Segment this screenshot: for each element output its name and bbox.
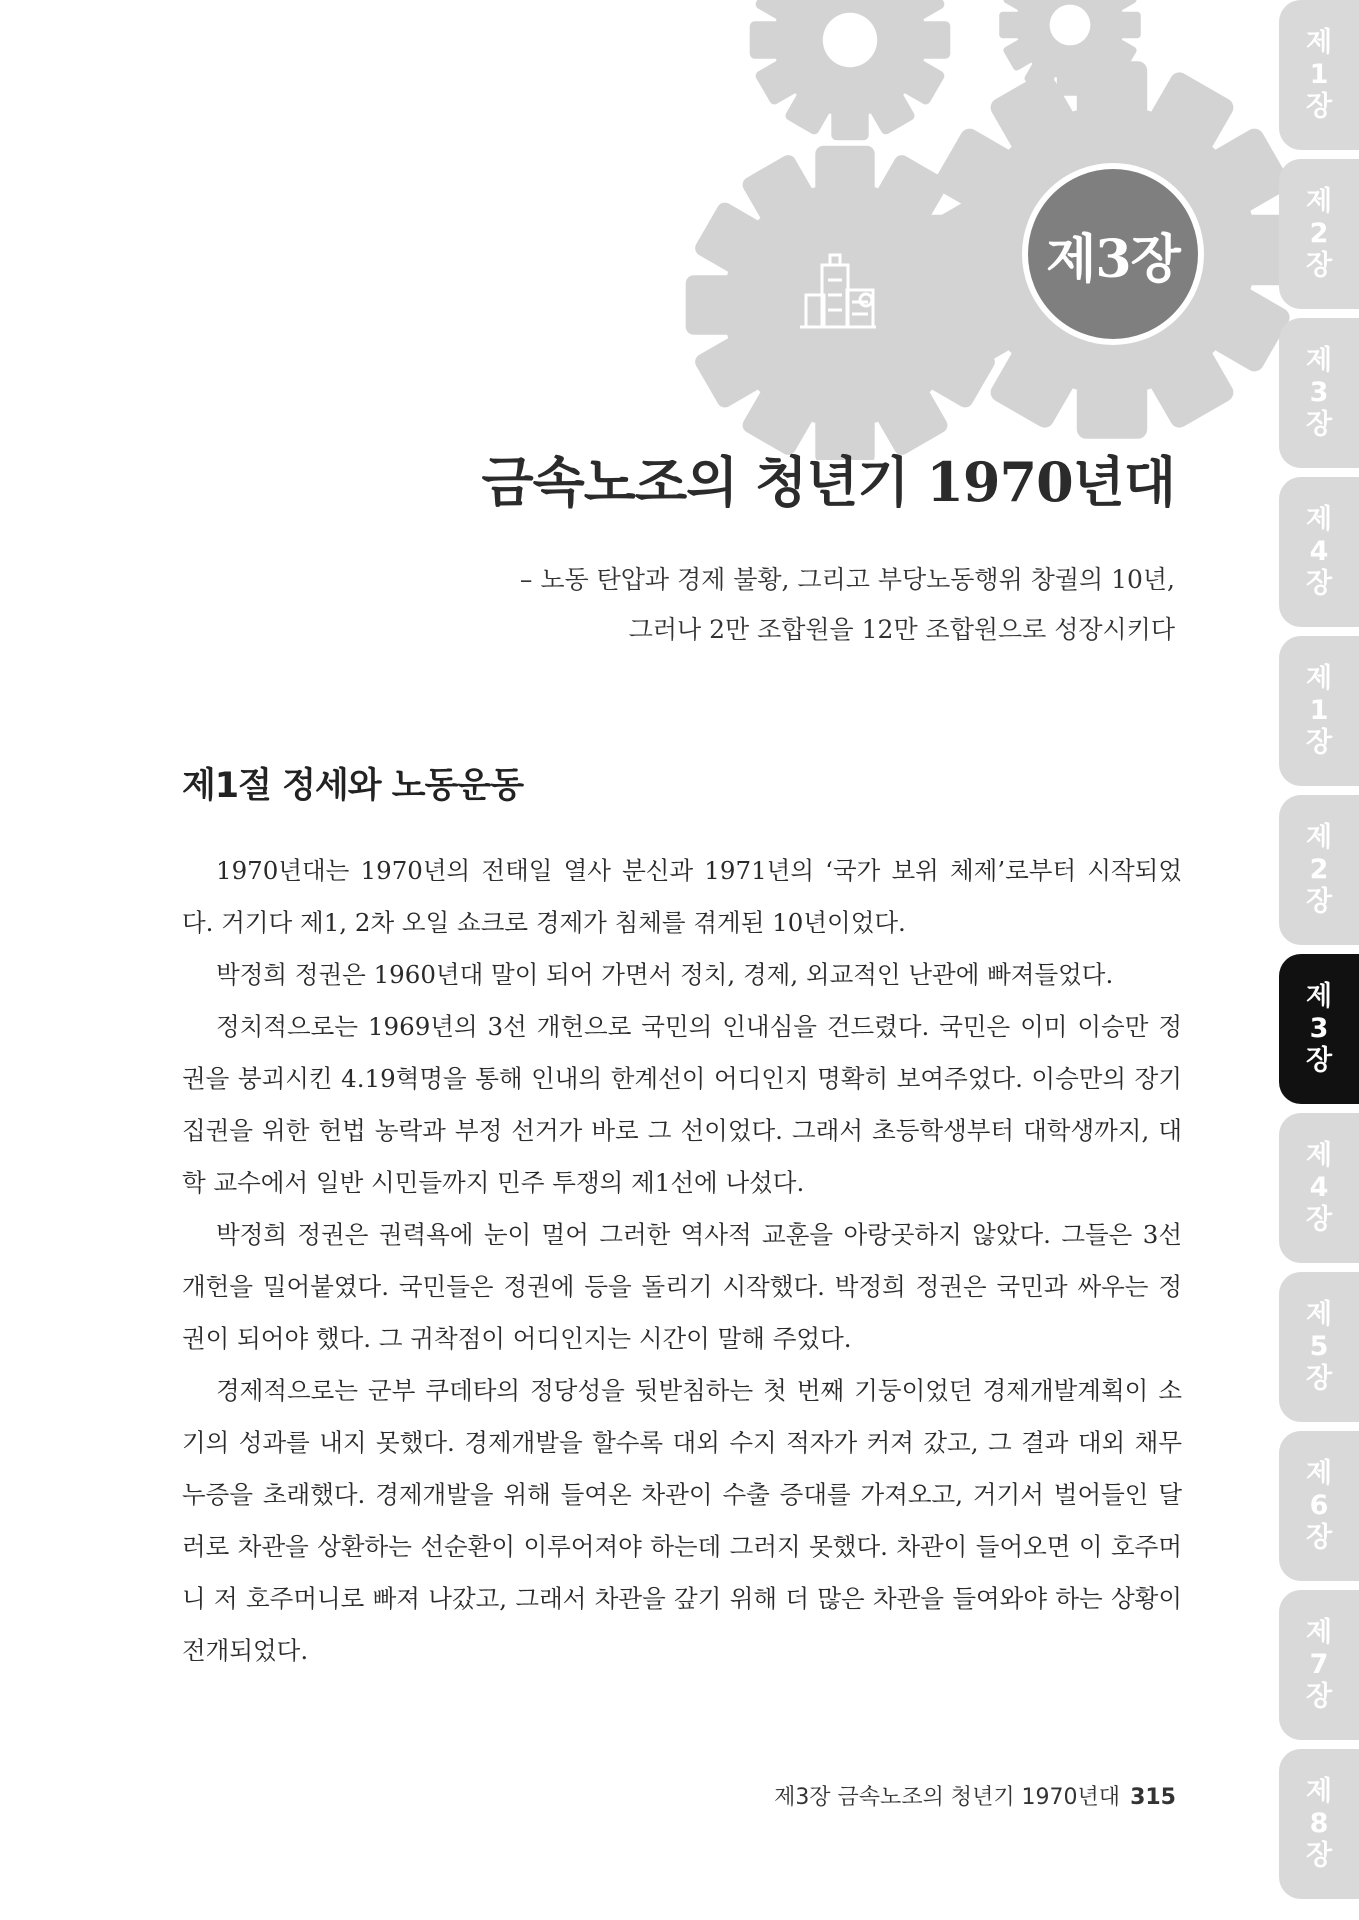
chapter-tab-label: 5: [1309, 1331, 1329, 1362]
chapter-subtitle: [520, 555, 1175, 655]
paragraph: 1970년대는 1970년의 전태일 열사 분신과 1971년의 ‘국가 보위 체제’로부터 시작되었다. 거기다 제1, 2차 오일 쇼크로 경제가 침체를 겪게된 10년이었다.: [182, 856, 1182, 937]
chapter-tabs: [1279, 0, 1359, 1920]
chapter-tab-label: 장: [1305, 568, 1333, 599]
chapter-tab[interactable]: [1279, 1272, 1359, 1422]
chapter-tab[interactable]: [1279, 318, 1359, 468]
chapter-tab-label: 장: [1305, 1522, 1333, 1553]
chapter-tab-label: 제: [1305, 822, 1333, 853]
chapter-tab-label: 1: [1309, 695, 1329, 726]
page-footer: [774, 1780, 1176, 1811]
chapter-tab-label: 제: [1305, 1140, 1333, 1171]
chapter-tab-label: 제: [1305, 981, 1333, 1012]
chapter-badge-label: 제3장: [1046, 228, 1180, 290]
chapter-tab-label: 장: [1305, 1045, 1333, 1076]
paragraph: 정치적으로는 1969년의 3선 개헌으로 국민의 인내심을 건드렸다. 국민은 이미 이승만 정권을 붕괴시킨 4.19혁명을 통해 인내의 한계선이 어디인지 명확히 보여주었다. 이승만의 장기 집권을 위한 헌법 농락과 부정 선거가 바로 그 선이었다. 그래서 초등학생부터 대학생까지, 대학 교수에서 일반 시민들까지 민주 투쟁의 제1선에 나섰다.: [182, 1012, 1182, 1197]
section-heading: 제1절 정세와 노동운동: [182, 766, 524, 806]
chapter-tab-label: 2: [1309, 854, 1329, 885]
chapter-tab[interactable]: [1279, 954, 1359, 1104]
chapter-tab-label: 장: [1305, 1204, 1333, 1235]
chapter-tab-label: 8: [1309, 1808, 1329, 1839]
chapter-tab-label: 장: [1305, 886, 1333, 917]
chapter-tab-label: 제: [1305, 504, 1333, 535]
running-title: 제3장 금속노조의 청년기 1970년대: [774, 1785, 1121, 1810]
chapter-tab-label: 4: [1309, 536, 1329, 567]
chapter-tab-label: 3: [1309, 1013, 1329, 1044]
chapter-tab[interactable]: [1279, 159, 1359, 309]
chapter-tab-label: 제: [1305, 1458, 1333, 1489]
chapter-title: 금속노조의 청년기 1970년대: [481, 450, 1175, 514]
chapter-tab-label: 제: [1305, 27, 1333, 58]
chapter-tab-label: 장: [1305, 1363, 1333, 1394]
chapter-tab-label: 제: [1305, 663, 1333, 694]
chapter-tab[interactable]: [1279, 795, 1359, 945]
chapter-tab-label: 3: [1309, 377, 1329, 408]
chapter-tab[interactable]: [1279, 636, 1359, 786]
chapter-tab-label: 제: [1305, 186, 1333, 217]
chapter-tab[interactable]: [1279, 1749, 1359, 1899]
chapter-tab[interactable]: [1279, 1431, 1359, 1581]
chapter-tab-label: 장: [1305, 727, 1333, 758]
chapter-tab-label: 장: [1305, 1681, 1333, 1712]
chapter-badge: [1022, 163, 1204, 345]
paragraph: 경제적으로는 군부 쿠데타의 정당성을 뒷받침하는 첫 번째 기둥이었던 경제개발계획이 소기의 성과를 내지 못했다. 경제개발을 할수록 대외 수지 적자가 커져 갔고, 그 결과 대외 채무 누증을 초래했다. 경제개발을 위해 들여온 차관이 수출 증대를 가져오고, 거기서 벌어들인 달러로 차관을 상환하는 선순환이 이루어져야 하는데 그러지 못했다. 차관이 들어오면 이 호주머니 저 호주머니로 빠져 나갔고, 그래서 차관을 갚기 위해 더 많은 차관을 들여와야 하는 상황이 전개되었다.: [182, 1376, 1182, 1665]
chapter-tab[interactable]: [1279, 1590, 1359, 1740]
paragraph: 박정희 정권은 권력욕에 눈이 멀어 그러한 역사적 교훈을 아랑곳하지 않았다. 그들은 3선 개헌을 밀어붙였다. 국민들은 정권에 등을 돌리기 시작했다. 박정희 정권은 국민과 싸우는 정권이 되어야 했다. 그 귀착점이 어디인지는 시간이 말해 주었다.: [182, 1220, 1182, 1353]
chapter-tab-label: 제: [1305, 1617, 1333, 1648]
body-text: [182, 845, 1182, 1677]
chapter-tab-label: 제: [1305, 1299, 1333, 1330]
chapter-tab-label: 장: [1305, 91, 1333, 122]
subtitle-line: 그러나 2만 조합원을 12만 조합원으로 성장시키다: [628, 615, 1175, 644]
chapter-tab-label: 장: [1305, 250, 1333, 281]
chapter-tab-label: 7: [1309, 1649, 1329, 1680]
paragraph: 박정희 정권은 1960년대 말이 되어 가면서 정치, 경제, 외교적인 난관에 빠져들었다.: [216, 960, 1114, 989]
chapter-tab-label: 2: [1309, 218, 1329, 249]
chapter-tab-label: 1: [1309, 59, 1329, 90]
chapter-tab[interactable]: [1279, 477, 1359, 627]
chapter-tab-label: 장: [1305, 1840, 1333, 1871]
chapter-tab-label: 4: [1309, 1172, 1329, 1203]
page-number: 315: [1130, 1785, 1176, 1810]
gear-icon: [750, 0, 951, 140]
chapter-tab-label: 장: [1305, 409, 1333, 440]
chapter-tab[interactable]: [1279, 1113, 1359, 1263]
chapter-tab-label: 제: [1305, 1776, 1333, 1807]
chapter-tab-label: 제: [1305, 345, 1333, 376]
chapter-tab-label: 6: [1309, 1490, 1329, 1521]
chapter-tab[interactable]: [1279, 0, 1359, 150]
subtitle-line: – 노동 탄압과 경제 불황, 그리고 부당노동행위 창궐의 10년,: [519, 565, 1175, 594]
